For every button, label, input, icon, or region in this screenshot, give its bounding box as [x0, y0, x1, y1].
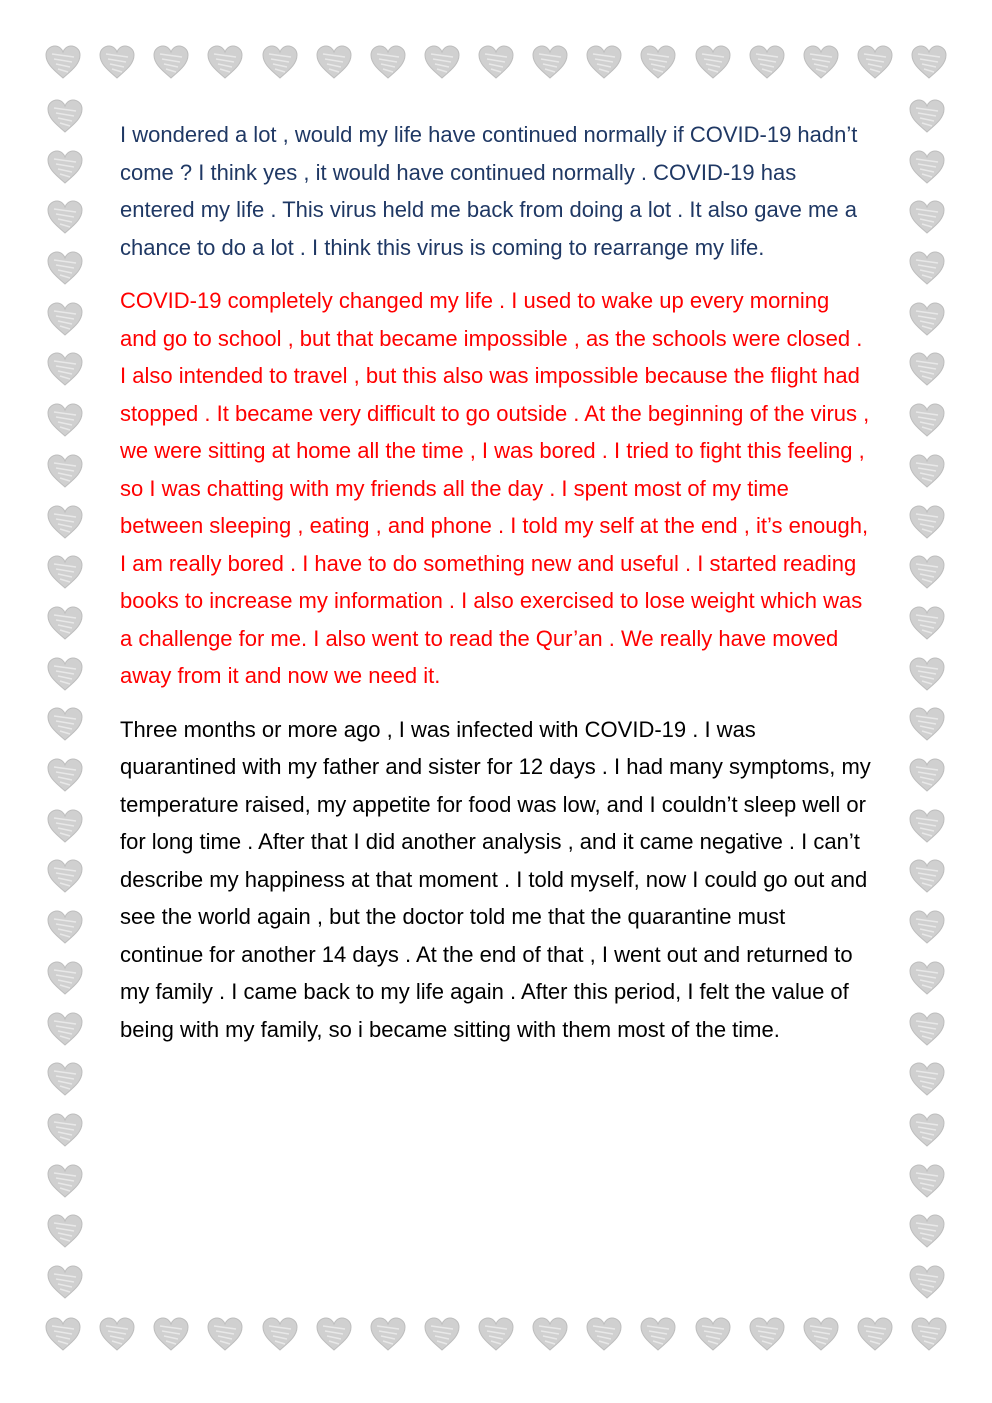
heart-icon — [46, 504, 84, 540]
heart-icon — [908, 858, 946, 894]
heart-icon — [46, 1061, 84, 1097]
heart-icon — [98, 44, 136, 80]
heart-icon — [46, 1011, 84, 1047]
heart-icon — [908, 149, 946, 185]
heart-icon — [46, 149, 84, 185]
heart-icon — [315, 1316, 353, 1352]
heart-icon — [261, 1316, 299, 1352]
heart-icon — [908, 656, 946, 692]
heart-icon — [46, 199, 84, 235]
heart-icon — [856, 44, 894, 80]
heart-icon — [46, 1213, 84, 1249]
heart-icon — [46, 453, 84, 489]
heart-icon — [369, 44, 407, 80]
heart-icon — [908, 301, 946, 337]
heart-icon — [908, 1213, 946, 1249]
heart-icon — [44, 44, 82, 80]
heart-icon — [46, 960, 84, 996]
document-body — [120, 116, 872, 1064]
heart-icon — [910, 44, 948, 80]
heart-icon — [910, 1316, 948, 1352]
heart-icon — [908, 1061, 946, 1097]
heart-icon — [694, 44, 732, 80]
heart-icon — [46, 250, 84, 286]
heart-icon — [908, 453, 946, 489]
heart-icon — [908, 1112, 946, 1148]
heart-icon — [423, 44, 461, 80]
heart-icon — [152, 1316, 190, 1352]
heart-icon — [46, 909, 84, 945]
heart-icon — [531, 44, 569, 80]
heart-icon — [908, 98, 946, 134]
heart-icon — [46, 351, 84, 387]
heart-icon — [908, 250, 946, 286]
heart-icon — [152, 44, 190, 80]
heart-icon — [908, 1163, 946, 1199]
heart-icon — [856, 1316, 894, 1352]
heart-icon — [694, 1316, 732, 1352]
heart-icon — [908, 402, 946, 438]
heart-icon — [46, 1112, 84, 1148]
heart-icon — [206, 1316, 244, 1352]
heart-icon — [46, 605, 84, 641]
heart-icon — [44, 1316, 82, 1352]
heart-icon — [908, 757, 946, 793]
heart-icon — [46, 1163, 84, 1199]
heart-icon — [908, 1264, 946, 1300]
heart-icon — [46, 402, 84, 438]
heart-icon — [908, 808, 946, 844]
heart-icon — [46, 706, 84, 742]
heart-icon — [748, 1316, 786, 1352]
heart-icon — [908, 605, 946, 641]
heart-icon — [908, 706, 946, 742]
heart-icon — [46, 656, 84, 692]
heart-icon — [908, 199, 946, 235]
heart-icon — [639, 44, 677, 80]
heart-icon — [46, 301, 84, 337]
heart-icon — [639, 1316, 677, 1352]
heart-icon — [908, 1011, 946, 1047]
heart-icon — [46, 554, 84, 590]
paragraph-2: COVID-19 completely changed my life . I used to wake up every morning and go to school , but that became impossible , as the schools were closed . I also intended to travel , but this also was impossible because the flight had stopped . It became very difficult to go outside . At the beginning of the virus , we were sitting at home all the time , I was bored . I tried to fight this feeling , so I was chatting with my friends all the day . I spent most of my time between sleeping , eating , and phone . I told my self at the end , it’s enough, I am really bored . I have to do something new and useful . I started reading books to increase my information . I also exercised to lose weight which was a challenge for me. I also went to read the Qur’an . We really have moved away from it and now we need it. — [120, 288, 870, 688]
heart-icon — [98, 1316, 136, 1352]
heart-icon — [748, 44, 786, 80]
heart-icon — [531, 1316, 569, 1352]
heart-icon — [908, 351, 946, 387]
heart-icon — [46, 858, 84, 894]
heart-icon — [46, 808, 84, 844]
paragraph-3: Three months or more ago , I was infected with COVID-19 . I was quarantined with my father and sister for 12 days . I had many symptoms, my temperature raised, my appetite for food was low, and I couldn’t sleep well or for long time . After that I did another analysis , and it came negative . I can’t describe my happiness at that moment . I told myself, now I could go out and see the world again , but the doctor told me that the quarantine must continue for another 14 days . At the end of that , I went out and returned to my family . I came back to my life again . After this period, I felt the value of being with my family, so i became sitting with them most of the time. — [120, 716, 871, 1042]
heart-icon — [369, 1316, 407, 1352]
heart-icon — [908, 554, 946, 590]
heart-icon — [477, 44, 515, 80]
heart-icon — [585, 1316, 623, 1352]
paragraph-1: I wondered a lot , would my life have continued normally if COVID-19 hadn’t come ? I think yes , it would have continued normally . COVID-19 has entered my life . This virus held me back from doing a lot . It also gave me a chance to do a lot . I think this virus is coming to rearrange my life. — [120, 122, 858, 260]
heart-icon — [585, 44, 623, 80]
heart-icon — [46, 98, 84, 134]
heart-icon — [46, 757, 84, 793]
heart-icon — [908, 504, 946, 540]
heart-icon — [477, 1316, 515, 1352]
heart-icon — [46, 1264, 84, 1300]
heart-icon — [802, 44, 840, 80]
heart-icon — [908, 909, 946, 945]
heart-icon — [206, 44, 244, 80]
heart-icon — [423, 1316, 461, 1352]
heart-icon — [802, 1316, 840, 1352]
heart-icon — [261, 44, 299, 80]
heart-icon — [908, 960, 946, 996]
heart-icon — [315, 44, 353, 80]
